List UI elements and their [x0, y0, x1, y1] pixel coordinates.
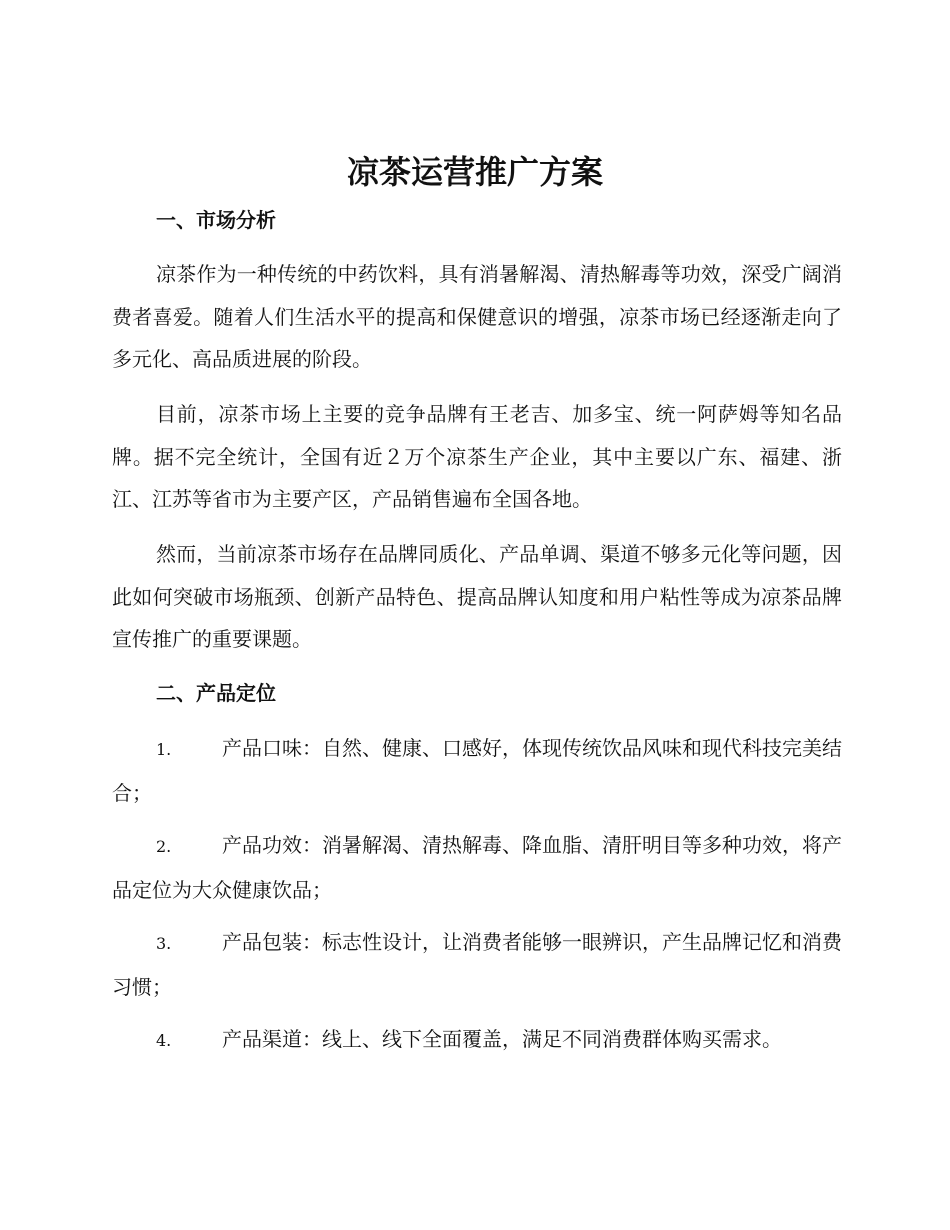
list-item	[112, 1018, 842, 1063]
list-item	[112, 921, 842, 1008]
list-item-text: 产品口味：自然、健康、口感好，体现传统饮品风味和现代科技完美结合；	[112, 736, 842, 805]
paragraph: 然而，当前凉茶市场存在品牌同质化、产品单调、渠道不够多元化等问题，因此如何突破市场瓶颈、创新产品特色、提高品牌认知度和用户粘性等成为凉茶品牌宣传推广的重要课题。	[112, 542, 842, 651]
list-item-text: 产品功效：消暑解渴、清热解毒、降血脂、清肝明目等多种功效，将产品定位为大众健康饮品；	[112, 833, 842, 902]
section-heading-product-positioning: 二、产品定位	[156, 681, 276, 705]
list-item-number: 3.	[156, 934, 172, 953]
document-title: 凉茶运营推广方案	[346, 153, 603, 191]
list-item-number: 2.	[156, 837, 172, 856]
list-item	[112, 727, 842, 814]
paragraph: 目前，凉茶市场上主要的竞争品牌有王老吉、加多宝、统一阿萨姆等知名品牌。据不完全统计，全国有近２万个凉茶生产企业，其中主要以广东、福建、浙江、江苏等省市为主要产区，产品销售遍布全国各地。	[112, 402, 842, 511]
list-item	[112, 824, 842, 911]
list-item-text: 产品渠道：线上、线下全面覆盖，满足不同消费群体购买需求。	[222, 1027, 782, 1051]
list-item-text: 产品包装：标志性设计，让消费者能够一眼辨识，产生品牌记忆和消费习惯；	[112, 930, 842, 999]
list-item-number: 1.	[156, 740, 172, 759]
section-heading-market-analysis: 一、市场分析	[156, 208, 276, 232]
list-item-number: 4.	[156, 1031, 172, 1050]
paragraph: 凉茶作为一种传统的中药饮料，具有消暑解渴、清热解毒等功效，深受广阔消费者喜爱。随着人们生活水平的提高和保健意识的增强，凉茶市场已经逐渐走向了多元化、高品质进展的阶段。	[112, 262, 842, 371]
